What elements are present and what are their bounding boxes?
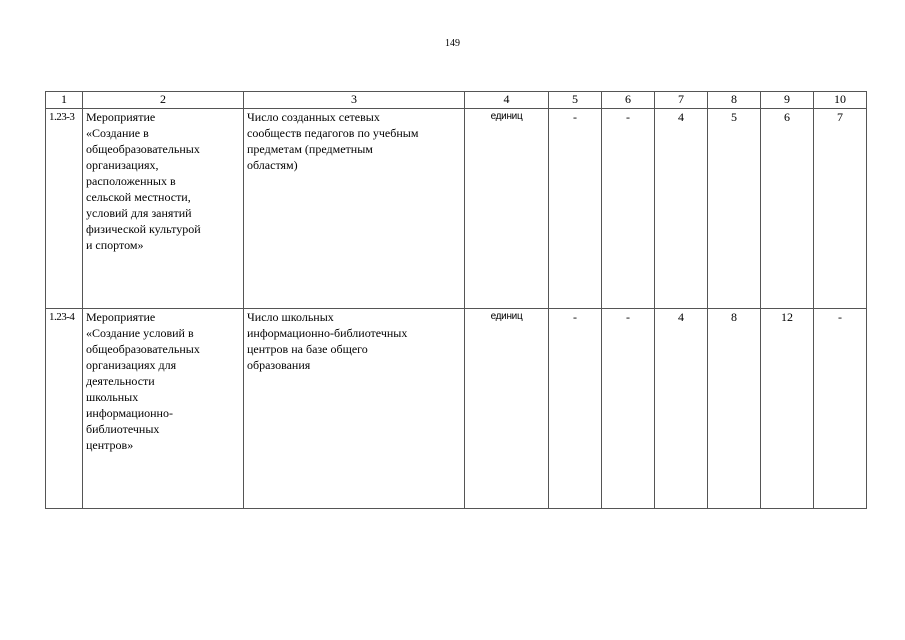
- value-cell: 5: [708, 109, 761, 309]
- header-cell: 1: [46, 92, 83, 109]
- table-row: [46, 109, 867, 309]
- event-name-cell: Мероприятие «Создание в общеобразовательных организациях, расположенных в сельской местности, условий для занятий физической культурой и спортом»: [83, 109, 244, 309]
- value-cell: 7: [814, 109, 867, 309]
- event-name-cell: Мероприятие «Создание условий в общеобразовательных организациях для деятельности школьных информационно- библиотечных центров»: [83, 309, 244, 509]
- header-cell: 3: [244, 92, 465, 109]
- header-cell: 6: [602, 92, 655, 109]
- unit-cell: единиц: [465, 309, 549, 509]
- value-cell: 12: [761, 309, 814, 509]
- value-cell: 4: [655, 309, 708, 509]
- header-cell: 10: [814, 92, 867, 109]
- header-cell: 4: [465, 92, 549, 109]
- table-header-row: [46, 92, 867, 109]
- header-cell: 5: [549, 92, 602, 109]
- value-cell: -: [549, 309, 602, 509]
- indicators-table: [45, 91, 867, 509]
- value-cell: -: [814, 309, 867, 509]
- value-cell: 8: [708, 309, 761, 509]
- header-cell: 2: [83, 92, 244, 109]
- page-number: 149: [445, 38, 460, 49]
- value-cell: 4: [655, 109, 708, 309]
- header-cell: 9: [761, 92, 814, 109]
- value-cell: -: [602, 309, 655, 509]
- table-row: [46, 309, 867, 509]
- value-cell: -: [602, 109, 655, 309]
- indicator-cell: Число созданных сетевых сообществ педагогов по учебным предметам (предметным областям): [244, 109, 465, 309]
- unit-cell: единиц: [465, 109, 549, 309]
- value-cell: 6: [761, 109, 814, 309]
- value-cell: -: [549, 109, 602, 309]
- header-cell: 7: [655, 92, 708, 109]
- indicator-cell: Число школьных информационно-библиотечных центров на базе общего образования: [244, 309, 465, 509]
- row-id-cell: 1.23-4: [46, 309, 83, 509]
- row-id-cell: 1.23-3: [46, 109, 83, 309]
- header-cell: 8: [708, 92, 761, 109]
